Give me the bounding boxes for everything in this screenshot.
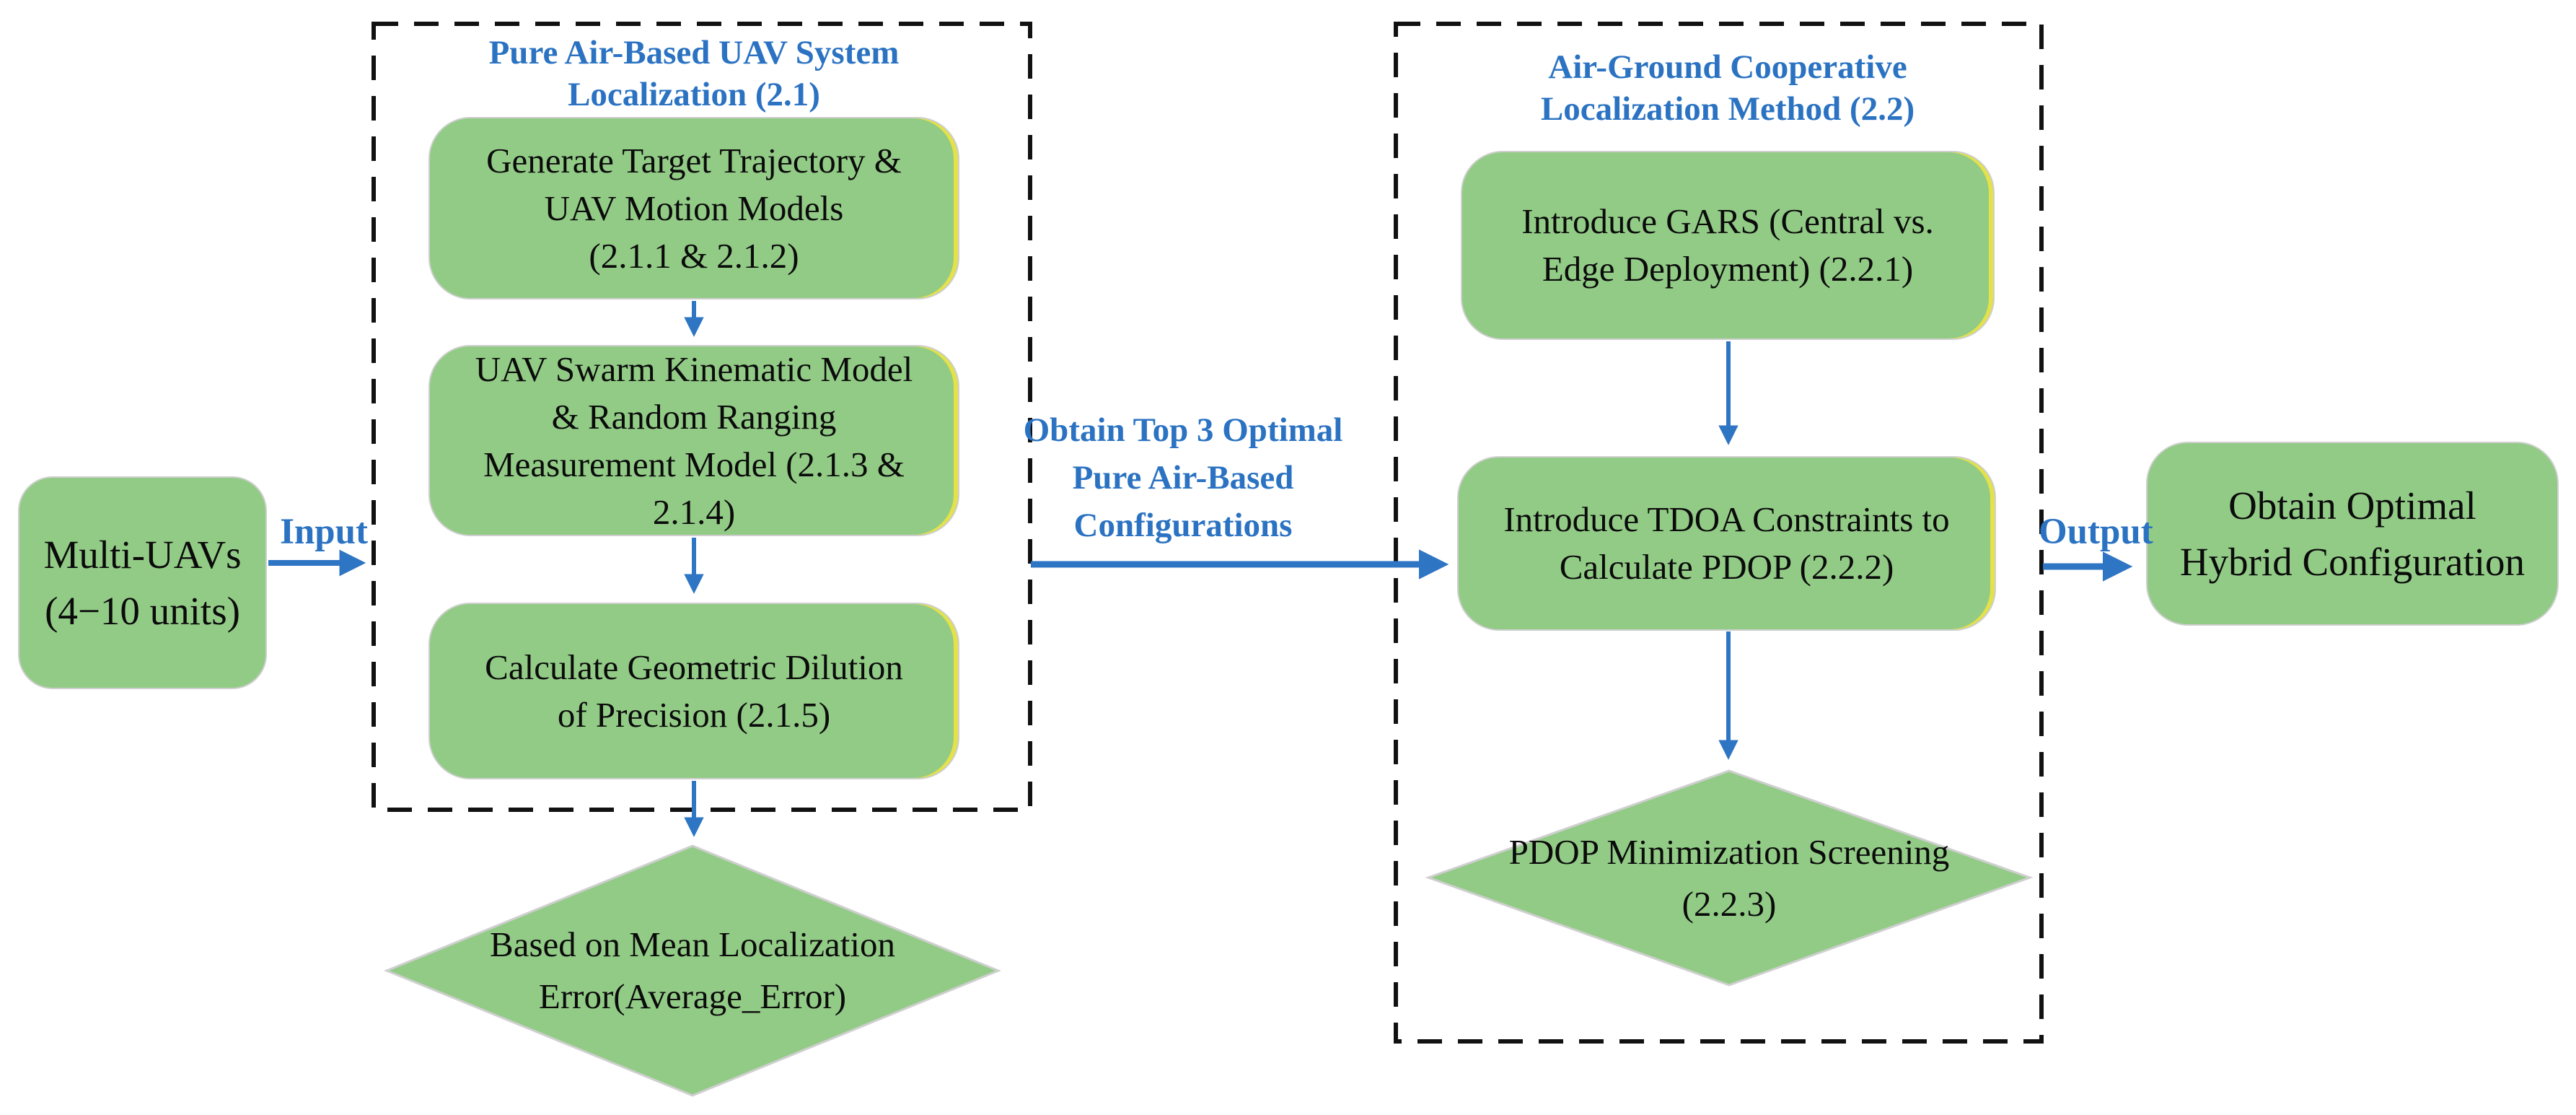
- node-generate-trajectory: [428, 117, 959, 299]
- top3-configurations-edge-label: [995, 406, 1371, 549]
- node-text-line: Generate Target Trajectory &: [486, 140, 902, 180]
- node-text-line: 2.1.4): [652, 491, 736, 532]
- node-text-line: Edge Deployment) (2.2.1): [1542, 249, 1914, 289]
- edge-label-line: Obtain Top 3 Optimal: [1023, 411, 1343, 449]
- node-text-line: (4−10 units): [45, 588, 240, 633]
- node-text-line: Measurement Model (2.1.3 &: [483, 444, 905, 484]
- node-text-line: & Random Ranging: [551, 396, 837, 437]
- node-text-line: Hybrid Configuration: [2179, 539, 2526, 584]
- node-text-line: (2.1.1 & 2.1.2): [589, 235, 799, 276]
- node-swarm-kinematic: [428, 345, 959, 536]
- group-title-line: Localization Method (2.2): [1540, 90, 1915, 128]
- node-calculate-gdop: [428, 603, 959, 779]
- node-text-line: Calculate Geometric Dilution: [485, 647, 903, 687]
- decision-average-error-label: [387, 846, 998, 1096]
- node-text-line: Introduce TDOA Constraints to: [1503, 499, 1950, 539]
- edge-label-line: Configurations: [1073, 507, 1293, 544]
- node-text-line: of Precision (2.1.5): [557, 694, 831, 735]
- node-hybrid-configuration: [2146, 442, 2559, 626]
- input-edge-label: Input: [280, 512, 368, 552]
- node-text-line: UAV Swarm Kinematic Model: [475, 349, 913, 389]
- node-introduce-gars: [1461, 151, 1995, 340]
- group-title-line: Pure Air-Based UAV System: [488, 34, 900, 71]
- edge-label-line: Pure Air-Based: [1072, 459, 1294, 497]
- node-text-line: Introduce GARS (Central vs.: [1521, 201, 1934, 241]
- node-text-line: Multi-UAVs: [43, 532, 242, 577]
- decision-pdop-label: [1428, 771, 2030, 985]
- group-title-line: Localization (2.1): [568, 76, 820, 113]
- node-text-line: Calculate PDOP (2.2.2): [1559, 547, 1894, 587]
- group-air-ground-title: [1461, 46, 1995, 130]
- output-edge-label: Output: [2039, 512, 2153, 552]
- node-text-line: UAV Motion Models: [544, 188, 844, 228]
- group-pure-air-title: [428, 32, 959, 115]
- node-introduce-tdoa: [1457, 456, 1996, 631]
- node-text-line: Based on Mean Localization: [490, 924, 895, 964]
- node-text-line: (2.2.3): [1682, 883, 1777, 924]
- node-text-line: PDOP Minimization Screening: [1508, 831, 1950, 872]
- node-text-line: Error(Average_Error): [538, 976, 847, 1016]
- group-title-line: Air-Ground Cooperative: [1548, 48, 1907, 86]
- node-multi-uavs: [18, 476, 267, 689]
- node-text-line: Obtain Optimal: [2228, 483, 2476, 528]
